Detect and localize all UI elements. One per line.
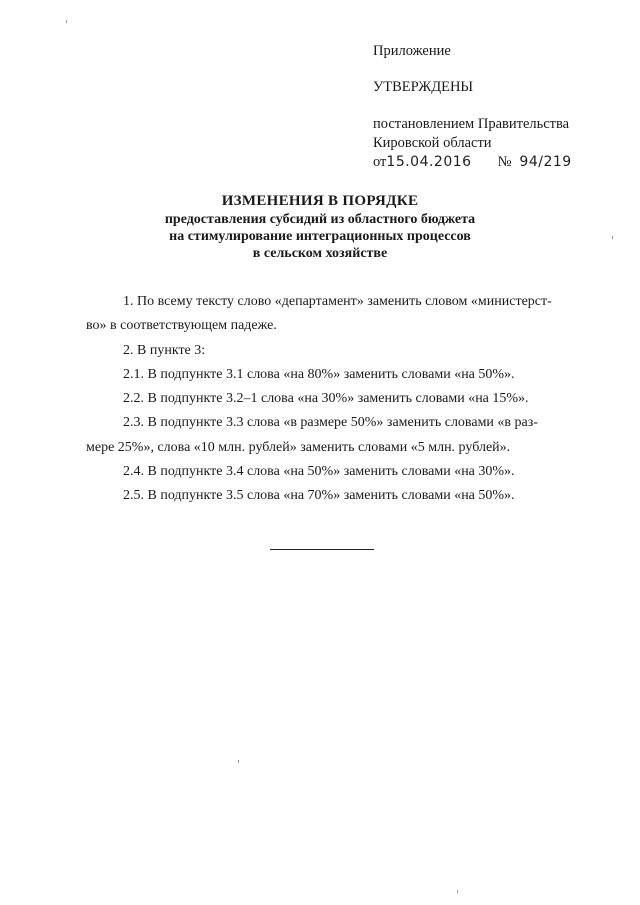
- paragraph-2: 2. В пункте 3:: [123, 342, 206, 358]
- scan-speck: [457, 890, 458, 893]
- scan-speck: [66, 20, 67, 23]
- number-label: №: [497, 154, 512, 170]
- title-main: ИЗМЕНЕНИЯ В ПОРЯДКЕ: [221, 193, 419, 209]
- paragraph-2-4: 2.4. В подпункте 3.4 слова «на 50%» заменить словами «на 30%».: [123, 464, 515, 480]
- date-handwritten: 15.04.2016: [386, 154, 472, 170]
- number-handwritten: 94/219: [519, 154, 572, 170]
- title-sub-2: на стимулирование интеграционных процессов: [169, 229, 471, 244]
- paragraph-2-3-line-1: 2.3. В подпункте 3.3 слова «в размере 50%» заменить словами «в раз-: [123, 415, 538, 431]
- title-sub-1: предоставления субсидий из областного бюджета: [164, 212, 476, 227]
- date-prefix: от: [373, 154, 387, 170]
- title-sub-3: в сельском хозяйстве: [252, 246, 388, 261]
- decree-date-number: [373, 153, 623, 172]
- scan-speck: [612, 236, 613, 239]
- document-title: [0, 192, 640, 262]
- appendix-label: Приложение: [373, 43, 451, 59]
- scan-speck: [238, 760, 239, 763]
- decree-line-2: Кировской области: [373, 135, 492, 151]
- paragraph-1-line-2: во» в соответствующем падеже.: [86, 318, 277, 334]
- approved-label: УТВЕРЖДЕНЫ: [373, 79, 474, 95]
- paragraph-2-1: 2.1. В подпункте 3.1 слова «на 80%» заменить словами «на 50%».: [123, 366, 515, 382]
- end-divider: [270, 549, 374, 550]
- approval-block: [373, 42, 623, 172]
- paragraph-1-line-1: 1. По всему тексту слово «департамент» заменить словом «министерст-: [123, 294, 552, 309]
- decree-line-1: постановлением Правительства: [373, 116, 570, 132]
- paragraph-2-3-line-2: мере 25%», слова «10 млн. рублей» заменить словами «5 млн. рублей».: [86, 439, 511, 455]
- document-body: [86, 290, 580, 509]
- paragraph-2-2: 2.2. В подпункте 3.2–1 слова «на 30%» заменить словами «на 15%».: [123, 391, 529, 407]
- paragraph-2-5: 2.5. В подпункте 3.5 слова «на 70%» заменить словами «на 50%».: [123, 488, 515, 504]
